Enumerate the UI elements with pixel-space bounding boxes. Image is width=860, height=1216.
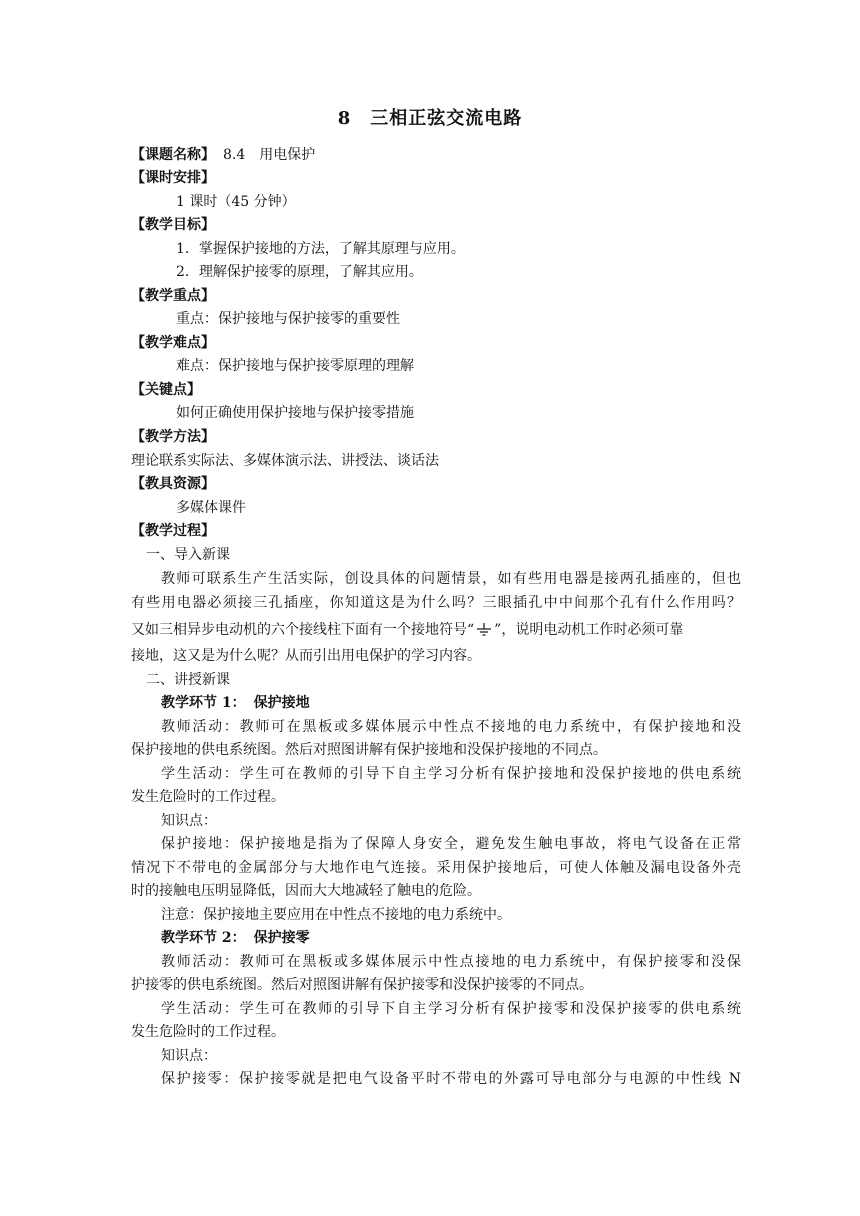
key-value: 如何正确使用保护接地与保护接零措施: [176, 405, 414, 421]
s2-student-line-1: 学生活动：学生可在教师的引导下自主学习分析有保护接零和没保护接零的供电系统: [161, 1001, 741, 1017]
ground-symbol-icon: [475, 623, 493, 637]
s1-knowledge-line-2: 情况下不带电的金属部分与大地作电气连接。采用保护接地后，可使人体触及漏电设备外壳: [131, 860, 741, 876]
s2-teacher-line-2: 护接零的供电系统图。然后对照图讲解有保护接零和没保护接零的不同点。: [131, 977, 593, 993]
difficulty-value: 难点：保护接地与保护接零原理的理解: [176, 358, 414, 374]
difficulty-label: 【教学难点】: [131, 335, 215, 351]
s2-student-line-2: 发生危险时的工作过程。: [131, 1024, 285, 1040]
resource-label: 【教具资源】: [131, 476, 215, 492]
intro-line-3-end: ”，说明电动机工作时必须可靠: [494, 622, 684, 638]
focus-label: 【教学重点】: [131, 288, 215, 304]
s1-note: 注意：保护接地主要应用在中性点不接地的电力系统中。: [161, 907, 511, 923]
section-heading-2: 二、讲授新课: [146, 672, 230, 688]
method-label: 【教学方法】: [131, 429, 215, 445]
s1-knowledge-line-1: 保护接地：保护接地是指为了保障人身安全，避免发生触电事故，将电气设备在正常: [161, 836, 741, 852]
intro-line-4: 接地，这又是为什么呢？从而引出用电保护的学习内容。: [131, 648, 481, 664]
intro-line-3: [131, 621, 741, 639]
step-2-title: 保护接零: [253, 930, 310, 946]
s1-knowledge-line-3: 时的接触电压明显降低，因而大大地减轻了触电的危险。: [131, 883, 481, 899]
s1-student-line-2: 发生危险时的工作过程。: [131, 789, 285, 805]
goal-item-2: 2．理解保护接零的原理，了解其应用。: [176, 264, 423, 280]
s2-knowledge-line-1: 保护接零：保护接零就是把电气设备平时不带电的外露可导电部分与电源的中性线 N: [161, 1071, 741, 1087]
schedule-label: 【课时安排】: [131, 170, 215, 186]
s2-knowledge-label: 知识点：: [161, 1048, 217, 1064]
step-1-title: 保护接地: [253, 695, 310, 711]
goal-item-1: 1．掌握保护接地的方法，了解其原理与应用。: [176, 241, 465, 257]
lesson-name-value: 8.4 用电保护: [223, 147, 316, 163]
goals-label: 【教学目标】: [131, 217, 215, 233]
intro-line-1: 教师可联系生产生活实际，创设具体的问题情景，如有些用电器是接两孔插座的，但也: [161, 571, 741, 587]
resource-value: 多媒体课件: [176, 500, 246, 516]
step-1-label: 教学环节 1：: [161, 695, 246, 711]
intro-line-2: 有些用电器必须接三孔插座，你知道这是为什么吗？三眼插孔中中间那个孔有什么作用吗？: [131, 595, 741, 611]
step-2-heading: [161, 929, 771, 947]
s1-student-line-1: 学生活动：学生可在教师的引导下自主学习分析有保护接地和没保护接地的供电系统: [161, 766, 741, 782]
s2-teacher-line-1: 教师活动：教师可在黑板或多媒体展示中性点接地的电力系统中，有保护接零和没保: [161, 954, 741, 970]
s1-teacher-line-1: 教师活动：教师可在黑板或多媒体展示中性点不接地的电力系统中，有保护接地和没: [161, 719, 741, 735]
step-1-heading: [161, 694, 771, 712]
section-heading-1: 一、导入新课: [146, 547, 230, 563]
s1-knowledge-label: 知识点：: [161, 813, 217, 829]
lesson-name-label: 【课题名称】: [131, 147, 215, 163]
key-label: 【关键点】: [131, 382, 201, 398]
page-title: 8 三相正弦交流电路: [337, 108, 523, 129]
s1-teacher-line-2: 保护接地的供电系统图。然后对照图讲解有保护接地和没保护接地的不同点。: [131, 742, 607, 758]
lesson-name-row: [131, 146, 741, 164]
step-2-label: 教学环节 2：: [161, 930, 246, 946]
process-label: 【教学过程】: [131, 523, 215, 539]
focus-value: 重点：保护接地与保护接零的重要性: [176, 311, 400, 327]
method-value: 理论联系实际法、多媒体演示法、讲授法、谈话法: [131, 453, 439, 469]
intro-line-3-start: 又如三相异步电动机的六个接线柱下面有一个接地符号“: [131, 622, 475, 638]
schedule-value: 1 课时（45 分钟）: [176, 194, 296, 210]
